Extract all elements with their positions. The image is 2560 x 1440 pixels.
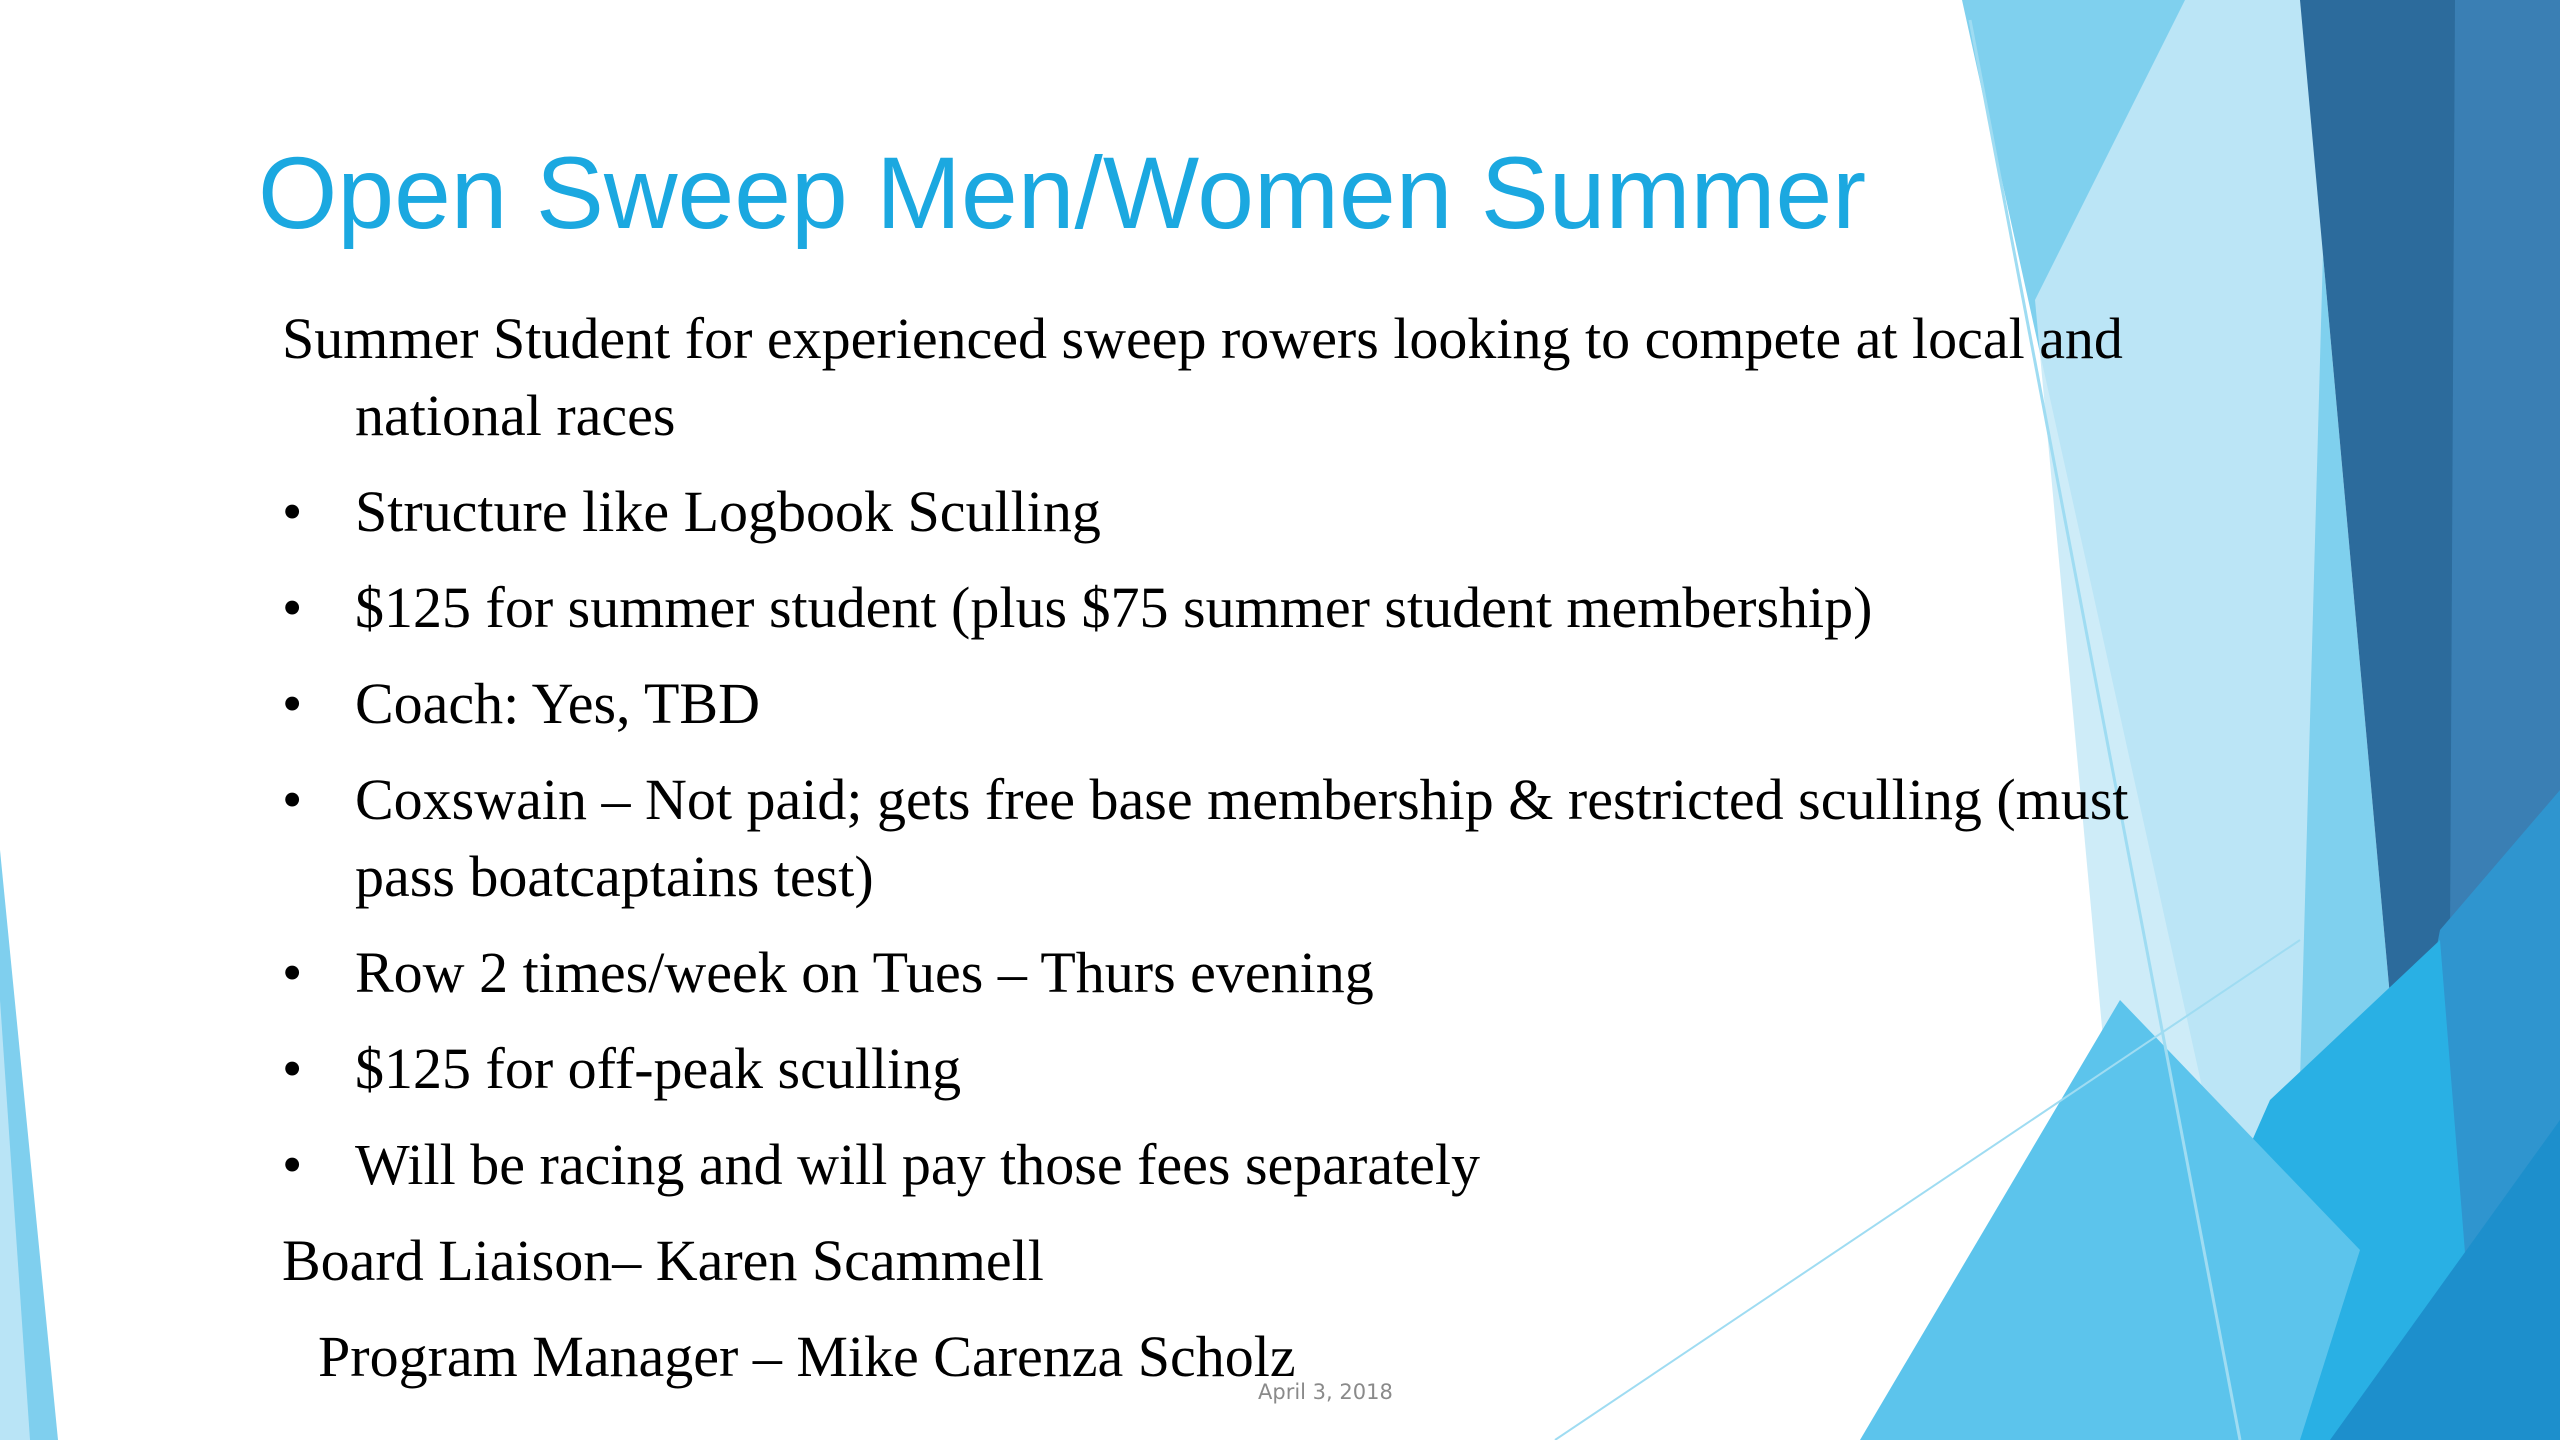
- bullet-text: $125 for off-peak sculling: [355, 1036, 962, 1101]
- bullet-item-racing: [282, 1126, 2182, 1203]
- bullet-text: $125 for summer student (plus $75 summer student membership): [355, 575, 1873, 640]
- slide-title: Open Sweep Men/Women Summer: [258, 136, 1867, 250]
- program-manager: Program Manager – Mike Carenza Scholz: [318, 1324, 1296, 1389]
- slide-body: [282, 300, 2182, 1414]
- bullet-text: Will be racing and will pay those fees separately: [355, 1132, 1481, 1197]
- board-liaison: Board Liaison– Karen Scammell: [282, 1228, 1044, 1293]
- bullet-item-coach: [282, 665, 2182, 742]
- footer-date: April 3, 2018: [1258, 1380, 1393, 1404]
- bullet-item-schedule: [282, 934, 2182, 1011]
- bullet-dot-icon: •: [282, 940, 303, 1005]
- bullet-item-coxswain: [282, 761, 2182, 915]
- bullet-text: Coach: Yes, TBD: [355, 671, 760, 736]
- bullet-item-offpeak: [282, 1030, 2182, 1107]
- bullet-item-price: [282, 569, 2182, 646]
- bullet-item-structure: [282, 473, 2182, 550]
- bullet-dot-icon: •: [282, 767, 303, 832]
- bullet-dot-icon: •: [282, 1132, 303, 1197]
- bullet-dot-icon: •: [282, 671, 303, 736]
- bullet-text: Structure like Logbook Sculling: [355, 479, 1101, 544]
- bullet-dot-icon: •: [282, 575, 303, 640]
- bullet-dot-icon: •: [282, 1036, 303, 1101]
- bullet-dot-icon: •: [282, 479, 303, 544]
- bullet-text: Row 2 times/week on Tues – Thurs evening: [355, 940, 1374, 1005]
- intro-paragraph: Summer Student for experienced sweep rowers looking to compete at local and national races: [282, 306, 2123, 448]
- bullet-text: Coxswain – Not paid; gets free base membership & restricted sculling (must pass boatcaptains test): [355, 767, 2129, 909]
